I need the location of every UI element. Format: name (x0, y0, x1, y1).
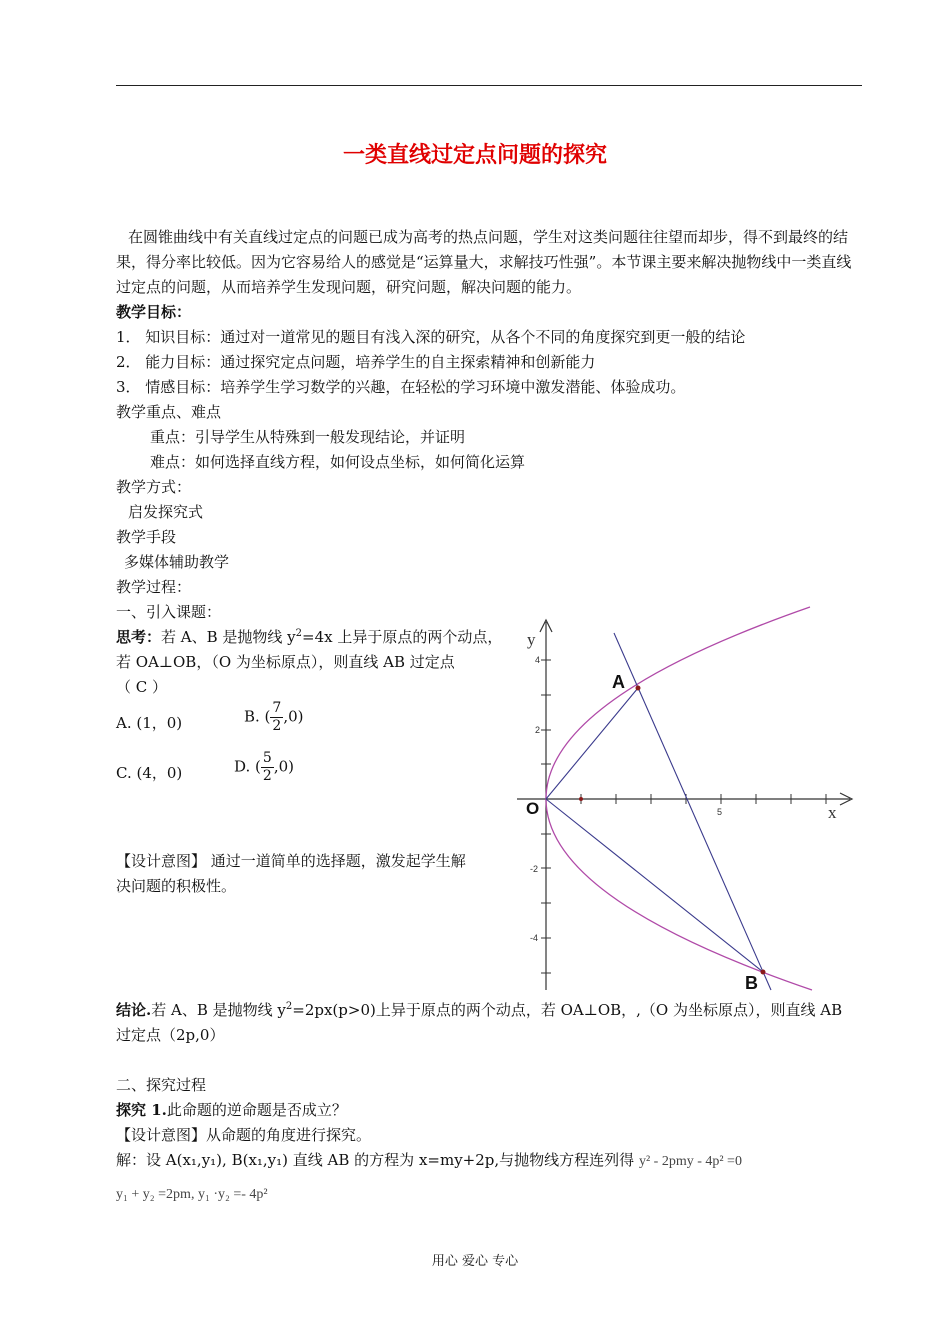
equation-2: y₁ + y₂ =2pm, y₁ ·y₂ =- 4p² (116, 1187, 268, 1202)
conclusion-line-2: 过定点（2p,0） (116, 1026, 225, 1044)
design-intent-1-line-2: 决问题的积极性。 (116, 877, 237, 895)
point-a-label: A (612, 672, 625, 692)
y-axis-label: y (527, 630, 536, 649)
fixed-point-marker (579, 797, 583, 801)
fraction: $\frac{5}{2}$ (262, 750, 272, 784)
option-c: C. (4，0) (116, 764, 183, 782)
segment-oa (546, 688, 638, 799)
think-line-1: 思考：若 A、B 是抛物线 $y^2=4x$ 上异于原点的两个动点， (116, 628, 503, 646)
segment-ob (546, 799, 763, 972)
method-heading: 教学方式： (116, 478, 192, 496)
x-axis-label: x (828, 803, 837, 822)
header-rule (116, 85, 862, 86)
think-line-2: 若 OA⊥OB，（O 为坐标原点），则直线 AB 过定点 (116, 653, 455, 671)
origin-label: O (526, 799, 540, 818)
y-tick-label: -4 (530, 933, 539, 943)
means-text: 多媒体辅助教学 (124, 553, 230, 571)
design-intent-1-line-1: 【设计意图】 通过一道简单的选择题，激发起学生解 (116, 852, 466, 870)
option-b: B. ( $\frac{7}{2}$ ,0) (244, 700, 304, 734)
solution-line: 解：设 A(x₁,y₁), B(x₁,y₁) 直线 AB 的方程为 x=my+2p,与抛物线方程连列得 y² - 2pmy - 4p² =0 (116, 1151, 742, 1169)
focus-text: 重点：引导学生从特殊到一般发现结论，并证明 (150, 428, 466, 446)
fraction: $\frac{7}{2}$ (272, 700, 282, 734)
method-text: 启发探究式 (128, 503, 204, 521)
process-heading: 教学过程： (116, 578, 192, 596)
goal-1: 1． 知识目标：通过对一道常见的题目有浅入深的研究，从各个不同的角度探究到更一般的结论 (116, 328, 746, 346)
point-b (761, 970, 766, 975)
y-tick-label: -2 (530, 864, 539, 874)
intro-paragraph: 在圆锥曲线中有关直线过定点的问题已成为高考的热点问题，学生对这类问题往往望而却步，得不到最终的结果，得分率比较低。因为它容易给人的感觉是“运算量大，求解技巧性强”。本节课主要来解决抛物线中一类直线过定点的问题，从而培养学生发现问题，研究问题，解决问题的能力。 (116, 228, 852, 296)
x-tick-label: 5 (717, 807, 723, 817)
section-1-heading: 一、引入课题： (116, 603, 222, 621)
conclusion-label: 结论. (116, 1001, 152, 1019)
means-heading: 教学手段 (116, 528, 177, 546)
explore-1: 探究 1.此命题的逆命题是否成立？ (116, 1101, 347, 1119)
section-2-heading: 二、探究过程 (116, 1076, 207, 1094)
option-a: A. (1，0) (116, 714, 183, 732)
difficulty-text: 难点：如何选择直线方程，如何设点坐标，如何简化运算 (150, 453, 526, 471)
focus-heading: 教学重点、难点 (116, 403, 222, 421)
goal-3: 3． 情感目标：培养学生学习数学的兴趣，在轻松的学习环境中激发潜能、体验成功。 (116, 378, 686, 396)
page-title: 一类直线过定点问题的探究 (342, 143, 607, 168)
think-answer: （ C ） (116, 678, 168, 696)
conclusion-line-1: 结论.若 A、B 是抛物线 $y^2=2px(p>0)$上异于原点的两个动点，若 OA⊥OB，,（O 为坐标原点），则直线 AB (116, 1001, 843, 1019)
option-d: D. ( $\frac{5}{2}$ ,0) (234, 750, 294, 784)
goals-heading: 教学目标： (116, 303, 192, 321)
design-intent-2: 【设计意图】从命题的角度进行探究。 (116, 1126, 372, 1144)
think-label: 思考： (116, 628, 162, 646)
page-footer: 用心 爱心 专心 (431, 1254, 519, 1269)
point-b-label: B (745, 973, 758, 993)
point-a (636, 686, 641, 691)
parabola-graph (505, 600, 865, 995)
explore-label: 探究 1. (116, 1101, 167, 1119)
goal-2: 2． 能力目标：通过探究定点问题，培养学生的自主探索精神和创新能力 (116, 353, 596, 371)
y-tick-label: 2 (535, 725, 541, 735)
y-tick-label: 4 (535, 655, 541, 665)
equation-1: y² - 2pmy - 4p² =0 (638, 1154, 742, 1169)
